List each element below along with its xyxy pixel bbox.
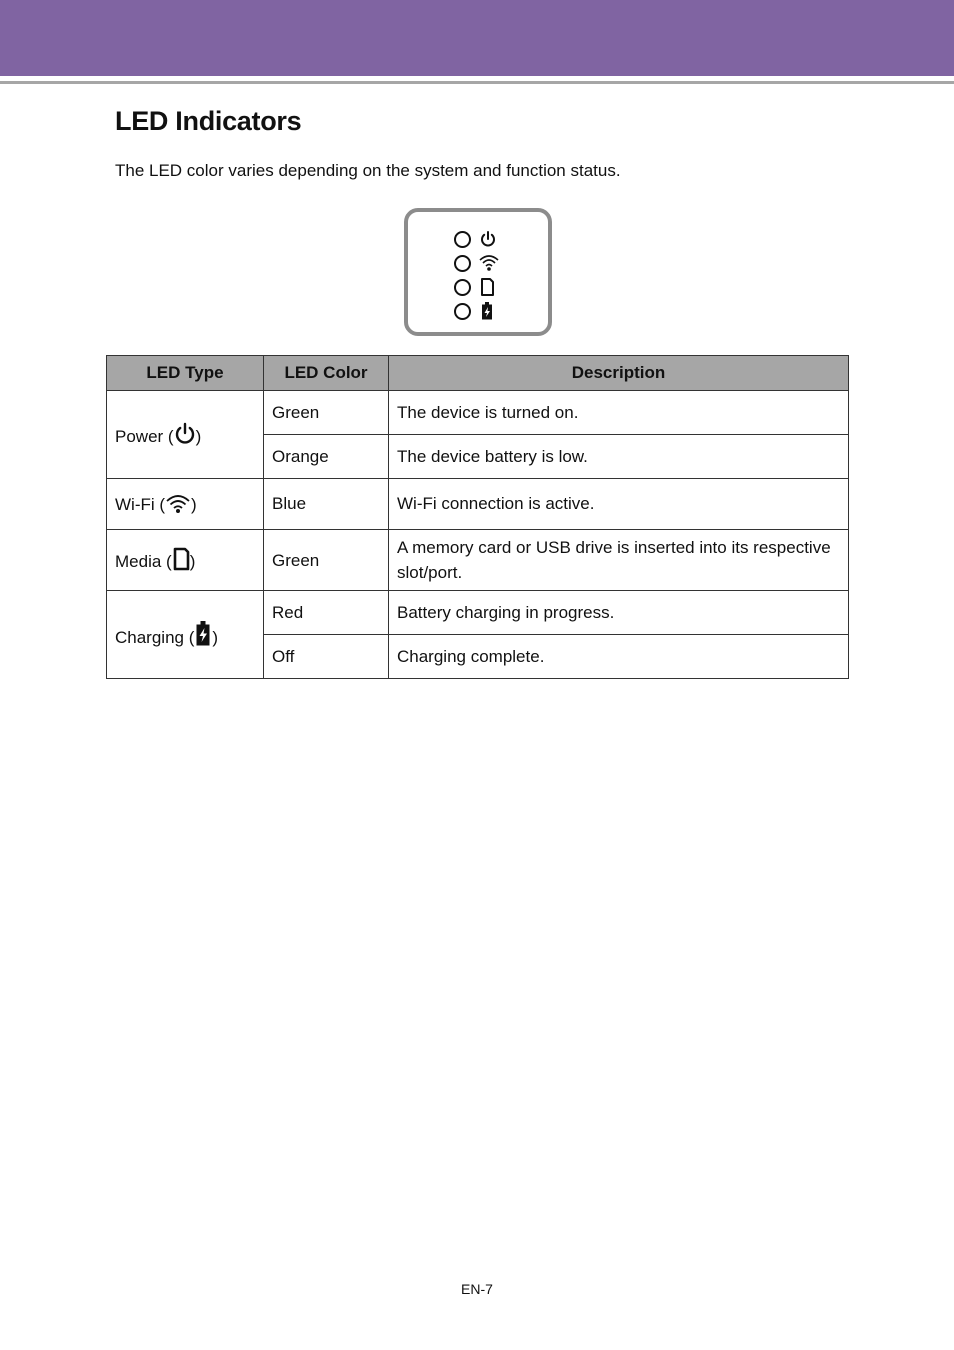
led-panel-illustration [404,208,552,336]
table-header-row [107,356,849,391]
led-row-media [454,278,514,298]
led-type-close: ) [191,494,197,514]
led-type-label: Power ( [115,427,174,446]
led-row-charging [454,302,514,322]
charging-icon [479,302,495,320]
table-row [107,479,849,530]
header-band [0,0,954,76]
led-description-cell: Charging complete. [389,635,849,679]
led-row-power [454,230,514,250]
led-description-cell: Battery charging in progress. [389,591,849,635]
led-type-close: ) [189,551,196,571]
led-type-charging [107,591,264,679]
page-title: LED Indicators [115,106,302,136]
page-number: EN-7 [461,1281,493,1297]
led-color-cell: Green [264,391,389,435]
led-ring [454,255,471,272]
led-row-wifi [454,254,514,274]
led-color-cell: Off [264,635,389,679]
led-type-close: ) [195,427,202,446]
wifi-icon [479,254,499,272]
header-led-color: LED Color [264,356,389,391]
led-type-close: ) [212,628,219,647]
media-icon [172,547,190,571]
led-ring [454,303,471,320]
led-table [106,355,849,679]
header-rule [0,81,954,84]
led-color-cell: Green [264,530,389,591]
power-icon [479,230,497,248]
led-color-cell: Orange [264,435,389,479]
header-led-type: LED Type [107,356,264,391]
table-row [107,591,849,635]
table-row [107,391,849,435]
led-ring [454,231,471,248]
led-description-cell: The device is turned on. [389,391,849,435]
power-icon [174,422,196,446]
led-type-label: Media ( [115,551,172,571]
media-icon [479,278,495,296]
intro-text: The LED color varies depending on the system and function status. [115,161,621,180]
charging-icon [194,621,212,647]
led-type-power [107,391,264,479]
table-row [107,530,849,591]
led-type-media [107,530,264,591]
led-type-label: Charging ( [115,628,195,647]
led-type-wifi [107,479,264,530]
led-description-cell: The device battery is low. [389,435,849,479]
led-type-label: Wi-Fi ( [115,494,166,514]
wifi-icon [165,494,191,514]
led-color-cell: Blue [264,479,389,530]
header-description: Description [389,356,849,391]
led-color-cell: Red [264,591,389,635]
led-description-cell: A memory card or USB drive is inserted into its respective slot/port. [389,530,849,591]
led-description-cell: Wi-Fi connection is active. [389,479,849,530]
led-ring [454,279,471,296]
